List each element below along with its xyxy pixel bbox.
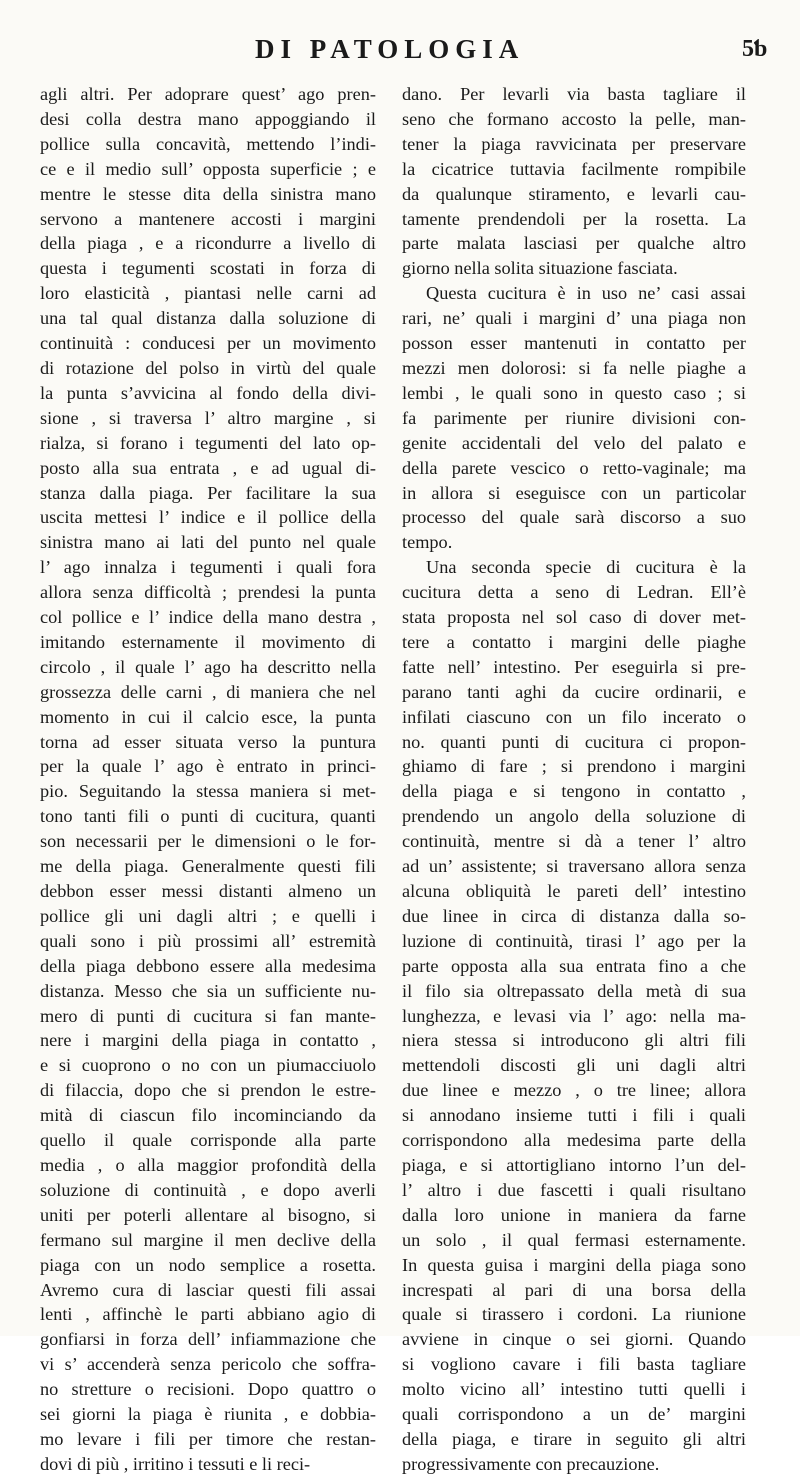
text-line: questa i tegumenti scostati in forza di xyxy=(40,258,376,279)
text-line: rialza, si forano i tegumenti del lato op- xyxy=(40,432,376,453)
text-line: dalla loro unione in maniera da farne xyxy=(402,1204,746,1225)
text-line: sinistra mano ai lati del punto nel quale xyxy=(40,532,376,553)
text-line: la cicatrice tuttavia facilmente rompibile xyxy=(402,158,746,179)
text-line: uniti per poterli allentare al bisogno, si xyxy=(40,1204,376,1225)
text-line: fatte nell’ intestino. Per eseguirla si pre- xyxy=(402,656,746,677)
text-line: loro elasticità , piantasi nelle carni ad xyxy=(40,283,376,304)
text-line: parte malata lasciasi per qualche altro xyxy=(402,233,746,254)
text-line: pio. Seguitando la stessa maniera si met- xyxy=(40,781,376,802)
text-line: grossezza delle carni , di maniera che nel xyxy=(40,681,376,702)
running-title: DI PATOLOGIA xyxy=(255,34,525,64)
text-line: della piaga e si tengono in contatto , xyxy=(402,781,746,802)
text-line: della piaga, e tirare in seguito gli altri xyxy=(402,1428,746,1449)
text-line: ce e il medio sull’ opposta superficie ; e xyxy=(40,158,376,179)
text-line: distanza. Messo che sia un sufficiente nu- xyxy=(40,980,376,1001)
text-line: luzione di continuità, tirasi l’ ago per la xyxy=(402,930,746,951)
text-line: debbon esser messi distanti almeno un xyxy=(40,881,376,901)
text-line: seno che formano accosto la pelle, man- xyxy=(402,108,746,129)
text-line: stata proposta nel sol caso di dover met- xyxy=(402,607,746,628)
text-line: nere i margini della piaga in contatto , xyxy=(40,1030,376,1051)
text-line: stanza dalla piaga. Per facilitare la sua xyxy=(40,482,376,503)
text-line: molto vicino all’ intestino tutti quelli i xyxy=(402,1379,746,1400)
text-line: si annodano insieme tutti i fili i quali xyxy=(402,1105,746,1126)
text-line: sione , si traversa l’ altro margine , si xyxy=(40,407,376,428)
text-line: soluzione di continuità , e dopo averli xyxy=(40,1179,376,1200)
text-line: giorno nella solita situazione fasciata. xyxy=(402,258,678,279)
text-line: progressivamente con precauzione. xyxy=(402,1453,660,1474)
text-line: prendendo un angolo della soluzione di xyxy=(402,806,746,827)
text-line: circolo , il quale l’ ago ha descritto nella xyxy=(40,656,376,677)
text-line: da qualunque stiramento, e levarli cau- xyxy=(402,183,746,204)
text-line: piaga, e si attortigliano intorno l’un del- xyxy=(402,1154,746,1175)
text-line: quali corrispondono a un de’ margini xyxy=(402,1404,746,1425)
text-line: uscita mettesi l’ indice e il pollice della xyxy=(40,507,376,528)
text-line: la punta s’avvicina al fondo della divi- xyxy=(40,382,376,403)
text-line: alcuna obliquità le pareti dell’ intestino xyxy=(402,881,746,901)
text-line: due linee e mezzo , o tre linee; allora xyxy=(402,1080,746,1101)
text-line: e si cuoprono o no con un piumacciuolo xyxy=(40,1055,376,1076)
text-line: continuità, mentre si dà a tener l’ altro xyxy=(402,831,746,852)
text-line: no. quanti punti di cucitura ci propon- xyxy=(402,731,746,752)
text-line: corrispondono alla medesima parte della xyxy=(402,1130,746,1151)
text-line: quale si tirassero i cordoni. La riunione xyxy=(402,1304,746,1325)
text-line: ad un’ assistente; si traversano allora senza xyxy=(402,856,746,877)
text-line: tener la piaga ravvicinata per preservare xyxy=(402,133,746,154)
text-line: pollice sulla concavità, mettendo l’indi- xyxy=(40,133,376,154)
text-line: desi colla destra mano appoggiando il xyxy=(40,108,376,129)
text-line: in allora si eseguisce con un particolar xyxy=(402,482,746,503)
text-line: per la quale l’ ago è entrato in princi- xyxy=(40,756,376,777)
text-line: servono a mantenere accosti i margini xyxy=(40,208,376,229)
text-line: l’ altro i due fascetti i quali risultano xyxy=(402,1179,746,1200)
text-line: dano. Per levarli via basta tagliare il xyxy=(402,84,746,104)
text-line: Una seconda specie di cucitura è la xyxy=(426,557,746,578)
text-line: di rotazione del polso in virtù del quale xyxy=(40,357,376,378)
text-line: fa parimente per riunire divisioni con- xyxy=(402,407,746,428)
text-line: pollice gli uni dagli altri ; e quelli i xyxy=(40,905,376,926)
text-line: di filaccia, dopo che si prendon le estre- xyxy=(40,1080,376,1101)
text-line: dovi di più , irritino i tessuti e li reci- xyxy=(40,1453,311,1474)
text-line: no stretture o recisioni. Dopo quattro o xyxy=(40,1379,376,1400)
text-line: piaga con un nodo semplice a rosetta. xyxy=(40,1254,376,1275)
text-line: un solo , il qual fermasi esternamente. xyxy=(402,1229,746,1250)
right-text-column xyxy=(402,82,746,1477)
text-line: momento in cui il calcio esce, la punta xyxy=(40,706,376,727)
text-line: lenti , affinchè le parti abbiano agio di xyxy=(40,1304,376,1325)
text-line: tamente prendendoli per la rosetta. La xyxy=(402,208,746,229)
text-line: genite accidentali del velo del palato e xyxy=(402,432,746,453)
text-line: lunghezza, e levasi via l’ ago: nella ma- xyxy=(402,1005,746,1026)
text-line: si vogliono cavare i fili basta tagliare xyxy=(402,1354,746,1375)
page-number: 5ƅ xyxy=(742,36,768,62)
text-line: media , o alla maggior profondità della xyxy=(40,1154,376,1175)
text-line: continuità : conducesi per un movimento xyxy=(40,333,376,354)
text-line: lembi , le quali sono in questo caso ; si xyxy=(402,382,746,403)
text-line: quello il quale corrisponde alla parte xyxy=(40,1130,376,1151)
text-line: mezzi men dolorosi: si fa nelle piaghe a xyxy=(402,357,746,378)
text-line: l’ ago innalza i tegumenti i quali fora xyxy=(40,557,376,578)
text-line: della parete vescico o retto-vaginale; ma xyxy=(402,457,746,478)
text-line: tono tanti fili o punti di cucitura, quanti xyxy=(40,806,376,827)
text-line: ghiamo di fare ; si prendono i margini xyxy=(402,756,746,777)
text-line: me della piaga. Generalmente questi fili xyxy=(40,856,376,877)
text-line: fermano sul margine il men declive della xyxy=(40,1229,376,1250)
text-line: quali sono i più prossimi all’ estremità xyxy=(40,930,376,951)
text-line: tere a contatto i margini delle piaghe xyxy=(402,631,746,652)
text-line: vi s’ accenderà senza pericolo che soffra- xyxy=(40,1354,376,1375)
text-line: il filo sia oltrepassato della metà di sua xyxy=(402,980,746,1001)
text-line: Avremo cura di lasciar questi fili assai xyxy=(40,1279,376,1300)
text-line: della piaga debbono essere alla medesima xyxy=(40,955,376,976)
text-line: posto alla sua entrata , e ad ugual di- xyxy=(40,457,376,478)
text-line: agli altri. Per adoprare quest’ ago pren- xyxy=(40,84,376,104)
text-line: mero di punti di cucitura si fan mante- xyxy=(40,1005,376,1026)
text-line: gonfiarsi in forza dell’ infiammazione che xyxy=(40,1329,376,1350)
text-line: rari, ne’ quali i margini d’ una piaga non xyxy=(402,308,746,329)
text-line: parano tanti aghi da cucire ordinarii, e xyxy=(402,681,746,702)
left-text-column xyxy=(40,82,376,1477)
text-line: son necessarii per le dimensioni o le for- xyxy=(40,831,376,852)
text-line: della piaga , e a ricondurre a livello di xyxy=(40,233,376,254)
text-line: Questa cucitura è in uso ne’ casi assai xyxy=(426,283,746,304)
page-header xyxy=(0,34,800,68)
text-line: posson esser mantenuti in contatto per xyxy=(402,333,746,354)
text-line: sei giorni la piaga è riunita , e dobbia- xyxy=(40,1404,376,1425)
text-line: due linee in circa di distanza dalla so- xyxy=(402,905,746,926)
text-line: niera stessa si introducono gli altri fili xyxy=(402,1030,746,1051)
text-line: allora senza difficoltà ; prendesi la punta xyxy=(40,582,376,603)
text-line: avviene in cinque o sei giorni. Quando xyxy=(402,1329,746,1350)
text-line: mo levare i fili per timore che restan- xyxy=(40,1428,376,1449)
text-line: parte opposta alla sua entrata fino a che xyxy=(402,955,746,976)
text-line: torna ad esser situata verso la puntura xyxy=(40,731,376,752)
text-line: mità di ciascun filo incominciando da xyxy=(40,1105,376,1126)
text-line: tempo. xyxy=(402,532,453,553)
text-line: mentre le stesse dita della sinistra mano xyxy=(40,183,376,204)
text-line: cucitura detta a seno di Ledran. Ell’è xyxy=(402,582,746,603)
text-line: mettendoli discosti gli uni dagli altri xyxy=(402,1055,746,1076)
text-line: una tal qual distanza dalla soluzione di xyxy=(40,308,376,329)
text-line: In questa guisa i margini della piaga sono xyxy=(402,1254,746,1275)
text-line: processo del quale sarà discorso a suo xyxy=(402,507,746,528)
text-line: col pollice e l’ indice della mano destra , xyxy=(40,607,376,628)
text-line: increspati al pari di una borsa della xyxy=(402,1279,746,1300)
text-line: imitando esternamente il movimento di xyxy=(40,631,376,652)
text-line: infilati ciascuno con un filo incerato o xyxy=(402,706,746,727)
